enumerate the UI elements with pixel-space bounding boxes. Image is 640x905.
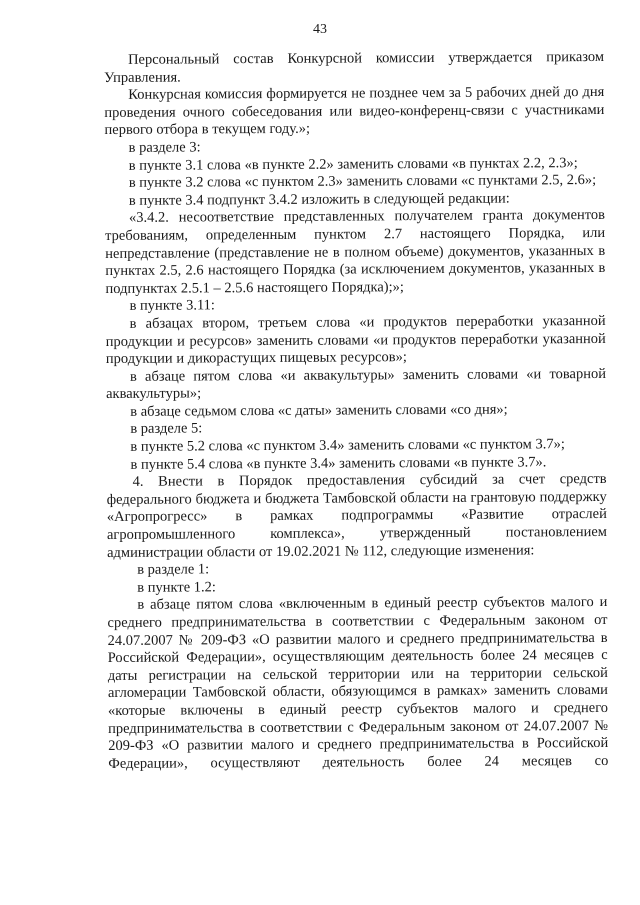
paragraph: в пункте 3.4 подпункт 3.4.2 изложить в следующей редакции:: [128, 190, 510, 209]
paragraph: Персональный состав Конкурсной комиссии утверждается приказом Управления.: [104, 48, 605, 86]
paragraph: 4. Внести в Порядок предоставления субсидий за счет средств федерального бюджета и бюджета Тамбовской области на грантовую поддержку «Агропрогресс» в рамках подпрограммы «Развитие отраслей агропромышленного комплекса», утвержденный постановлением администрации области от 19.02.2021 № 112, следующие изменения:: [106, 471, 607, 561]
paragraph: в абзаце седьмом слова «с даты» заменить словами «со дня»;: [130, 401, 508, 420]
paragraph: в пункте 5.4 слова «в пункте 3.4» заменить словами «в пункте 3.7».: [130, 453, 547, 473]
page-number: 43: [313, 22, 327, 37]
document-body: [104, 49, 608, 773]
paragraph: в пункте 3.1 слова «в пункте 2.2» заменить словами «в пунктах 2.2, 2.3»;: [128, 154, 578, 174]
paragraph: «3.4.2. несоответствие представленных получателем гранта документов требованиям, определенным пунктом 2.7 настоящего Порядка, или непредставление (представление не в полном объеме) документов, указанных в пунктах 2.5, 2.6 настоящего Порядка (за исключением документов, указанных в подпунктах 2.5.1 – 2.5.6 настоящего Порядка);»;: [105, 207, 606, 297]
paragraph: в разделе 1:: [137, 561, 210, 579]
paragraph: в пункте 3.11:: [129, 297, 215, 315]
paragraph: в абзаце пятом слова «включенным в единый реестр субъектов малого и среднего предпринимательства в соответствии с Федеральным законом от 24.07.2007 № 209-ФЗ «О развитии малого и среднего предпринимательства в Российской Федерации», осуществляющим деятельность более 24 месяцев с даты регистрации на сельской территории или на территории сельской агломерации Тамбовской области, обязующимся в рамках» заменить словами «которые включены в единый реестр субъектов малого и среднего предпринимательства в соответствии с Федеральным законом от 24.07.2007 № 209-ФЗ «О развитии малого и среднего предпринимательства в Российской Федерации», осуществляют деятельность более 24 месяцев со: [107, 594, 609, 772]
paragraph: в разделе 3:: [128, 139, 201, 156]
paragraph: в пункте 3.2 слова «с пунктом 2.3» заменить словами «с пунктами 2.5, 2.6»;: [128, 172, 597, 192]
paragraph: в разделе 5:: [130, 420, 203, 438]
paragraph: Конкурсная комиссия формируется не позднее чем за 5 рабочих дней до дня проведения очного собеседования или видео-конференц-связи с участниками первого отбора в текущем году.»;: [104, 84, 605, 139]
paragraph: в абзаце пятом слова «и аквакультуры» заменить словами «и товарной аквакультуры»;: [106, 365, 607, 403]
paragraph: в абзацах втором, третьем слова «и продуктов переработки указанной продукции и ресурсов» заменить словами «и продуктов переработки указанной продукции и дикорастущих пищевых ресурсов»;: [105, 312, 606, 368]
paragraph: в пункте 1.2:: [137, 579, 216, 596]
paragraph: в пункте 5.2 слова «с пунктом 3.4» заменить словами «с пунктом 3.7»;: [130, 436, 565, 455]
